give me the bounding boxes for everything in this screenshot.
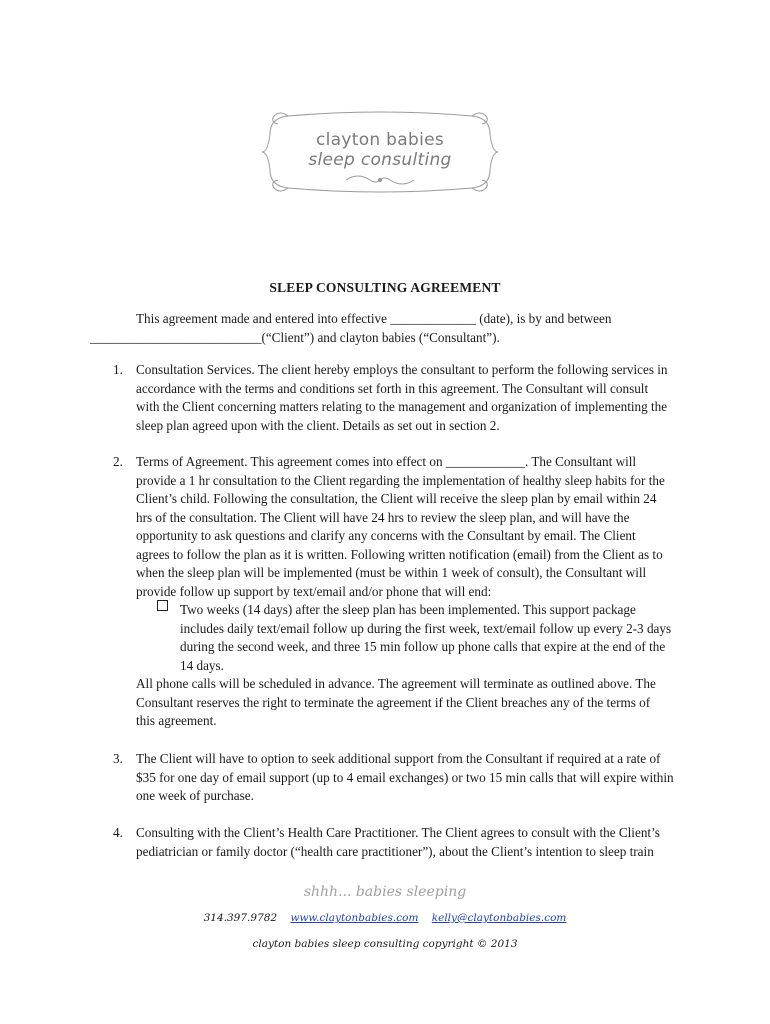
bullet-line: includes daily text/email follow up during the first week, text/email follow up every 2-3 days <box>180 620 672 636</box>
company-logo <box>258 104 502 200</box>
section-line: opportunity to ask questions and clarify any concerns with the Consultant by email. The Client <box>136 528 636 543</box>
section-1-consultation-services <box>136 361 668 435</box>
section-number: 3. <box>113 751 123 766</box>
section-4-health-care-practitioner <box>136 824 660 861</box>
section-line: this agreement. <box>136 713 217 728</box>
logo-line-2: sleep consulting <box>308 150 452 170</box>
email-link[interactable]: kelly@claytonbabies.com <box>431 912 567 924</box>
section-2-closing <box>136 675 656 731</box>
section-line: All phone calls will be scheduled in advance. The agreement will terminate as outlined above. The <box>136 676 656 691</box>
footer-copyright: clayton babies sleep consulting copyright © 2013 <box>252 938 518 950</box>
bullet-line: Two weeks (14 days) after the sleep plan has been implemented. This support package <box>180 602 636 617</box>
document-title: SLEEP CONSULTING AGREEMENT <box>269 280 501 295</box>
footer-tagline: shhh... babies sleeping <box>303 884 467 900</box>
section-number: 1. <box>113 362 123 377</box>
section-number: 4. <box>113 825 123 840</box>
bullet-line: during the second week, and three 15 min follow up phone calls that expire at the end of the <box>180 639 666 654</box>
intro-paragraph <box>90 310 611 347</box>
section-line: sleep plan agreed upon with the client. Details as set out in section 2. <box>136 417 500 433</box>
section-line: agrees to follow the plan as it is written. Following written notification (email) from the Client as to <box>136 546 663 562</box>
footer-phone: 314.397.9782 <box>203 912 278 924</box>
section-line: pediatrician or family doctor (“health care practitioner”), about the Client’s intention to sleep train <box>136 843 654 859</box>
section-line: The Client will have to option to seek additional support from the Consultant if required at a rate of <box>136 751 661 766</box>
checkbox-bullet-icon <box>157 600 168 611</box>
logo-line-1: clayton babies <box>315 130 445 150</box>
section-line: Consultant reserves the right to terminate the agreement if the Client breaches any of the terms of <box>136 694 651 710</box>
support-package-bullet <box>180 601 671 675</box>
website-link[interactable]: www.claytonbabies.com <box>290 912 419 924</box>
intro-line: __________________________(“Client”) and clayton babies (“Consultant”). <box>90 329 500 345</box>
section-number: 2. <box>113 454 123 469</box>
footer-contact <box>0 912 770 924</box>
section-line: Terms of Agreement. This agreement comes into effect on ____________. The Consultant will <box>136 454 637 469</box>
section-line: when the sleep plan will be implemented (must be within 1 week of consult), the Consultant will <box>136 565 647 580</box>
section-line: with the Client concerning matters relating to the management and organization of implementing the <box>136 399 668 414</box>
section-line: $35 for one day of email support (up to 4 email exchanges) or two 15 min calls that will expire within <box>136 769 674 785</box>
section-2-terms-of-agreement <box>136 453 665 601</box>
bullet-line: 14 days. <box>180 657 224 673</box>
section-line: Client’s child. Following the consultation, the Client will receive the sleep plan by email within 24 <box>136 491 657 506</box>
section-3-additional-support <box>136 750 674 806</box>
section-line: Consulting with the Client’s Health Care Practitioner. The Client agrees to consult with the Client’s <box>136 825 660 840</box>
section-line: provide follow up support by text/email and/or phone that will end: <box>136 583 492 599</box>
section-line: one week of purchase. <box>136 788 254 803</box>
section-line: accordance with the terms and conditions set forth in this agreement. The Consultant will consult <box>136 380 649 396</box>
section-line: Consultation Services. The client hereby employs the consultant to perform the following services in <box>136 362 668 377</box>
section-line: hrs of the consultation. The Client will have 24 hrs to review the sleep plan, and will have the <box>136 509 630 525</box>
section-line: provide a 1 hr consultation to the Client regarding the implementation of healthy sleep habits for the <box>136 472 665 488</box>
intro-line: This agreement made and entered into effective _____________ (date), is by and between <box>136 311 612 326</box>
